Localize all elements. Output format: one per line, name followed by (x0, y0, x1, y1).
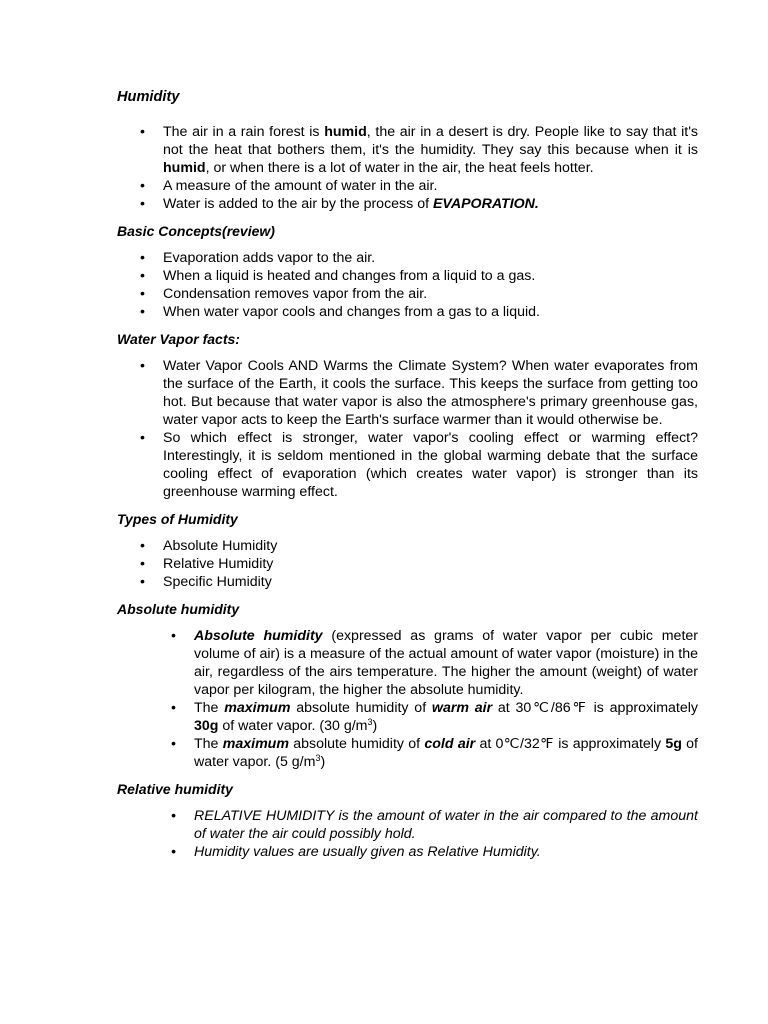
text-run: ) (320, 754, 326, 770)
list-item: • Absolute Humidity (163, 537, 698, 555)
list-item: • Condensation removes vapor from the air. (163, 285, 698, 303)
bold-italic-term: cold air (424, 736, 476, 752)
list-item: • When water vapor cools and changes from a gas to a liquid. (163, 303, 698, 321)
bold-term: humid (163, 160, 206, 176)
text-run: Water is added to the air by the process of (163, 196, 433, 212)
bold-term: humid (324, 124, 367, 140)
bold-term: 5g (665, 736, 682, 752)
page-title: Humidity (117, 89, 180, 105)
bold-italic-term: EVAPORATION. (432, 196, 539, 212)
text-run: The (194, 736, 223, 752)
bold-italic-term: maximum (222, 736, 289, 752)
list-item: • RELATIVE HUMIDITY is the amount of water in the air compared to the amount of water the air could possibly hold. (194, 807, 698, 843)
text-run: at 30℃/86℉ is approximately (492, 700, 698, 716)
section-heading-types: Types of Humidity (117, 511, 238, 527)
list-item (194, 699, 698, 735)
absolute-list (194, 627, 698, 771)
superscript: 3 (315, 753, 321, 763)
basic-concepts-list (163, 249, 698, 321)
types-list (163, 537, 698, 591)
bold-italic-term: warm air (431, 700, 493, 716)
list-item: • Humidity values are usually given as Relative Humidity. (194, 843, 698, 861)
list-item (163, 195, 698, 213)
text-run: ) (372, 718, 378, 734)
list-item: • A measure of the amount of water in the air. (163, 177, 698, 195)
text-run: The (194, 700, 225, 716)
list-item: • Evaporation adds vapor to the air. (163, 249, 698, 267)
text-run: , the air in a desert is dry. People like to say that it's not the heat that bothers them, it's the humidity. They say this because when it is (163, 124, 698, 158)
text-run: of water vapor. (30 g/m (218, 718, 368, 734)
text-run: at 0℃/32℉ is approximately (475, 736, 666, 752)
list-item (194, 627, 698, 699)
list-item (194, 735, 698, 771)
text-run: absolute humidity of (288, 736, 425, 752)
section-heading-relative: Relative humidity (117, 781, 233, 797)
text-run: (expressed as grams of water vapor per cubic meter volume of air) is a measure of the actual amount of water vapor (moisture) in the air, regardless of the airs temperature. The higher the amount (weight) of water vapor per kilogram, the higher the absolute humidity. (194, 628, 698, 698)
list-item: • Relative Humidity (163, 555, 698, 573)
superscript: 3 (367, 717, 373, 727)
bold-italic-term: Absolute humidity (194, 628, 323, 644)
text-run: The air in a rain forest is (163, 124, 325, 140)
list-item: • Specific Humidity (163, 573, 698, 591)
list-item: • Water Vapor Cools AND Warms the Climate System? When water evaporates from the surface of the Earth, it cools the surface. This keeps the surface from getting too hot. But because that water vapor is also the atmosphere's primary greenhouse gas, water vapor acts to keep the Earth's surface warmer than it would otherwise be. (163, 357, 698, 429)
section-heading-water-vapor: Water Vapor facts: (117, 331, 240, 347)
relative-list (194, 807, 698, 861)
list-item: • So which effect is stronger, water vapor's cooling effect or warming effect? Interestingly, it is seldom mentioned in the global warming debate that the surface cooling effect of evaporation (which creates water vapor) is stronger than its greenhouse warming effect. (163, 429, 698, 501)
text-run: of water vapor. (5 g/m (194, 736, 698, 770)
bold-term: 30g (194, 718, 219, 734)
section-heading-absolute: Absolute humidity (117, 601, 240, 617)
section-heading-basic-concepts: Basic Concepts(review) (117, 223, 275, 239)
list-item: • When a liquid is heated and changes from a liquid to a gas. (163, 267, 698, 285)
list-item (163, 123, 698, 177)
intro-list (163, 123, 698, 213)
water-vapor-list (163, 357, 698, 501)
text-run: , or when there is a lot of water in the air, the heat feels hotter. (205, 160, 594, 176)
bold-italic-term: maximum (224, 700, 291, 716)
text-run: absolute humidity of (290, 700, 432, 716)
